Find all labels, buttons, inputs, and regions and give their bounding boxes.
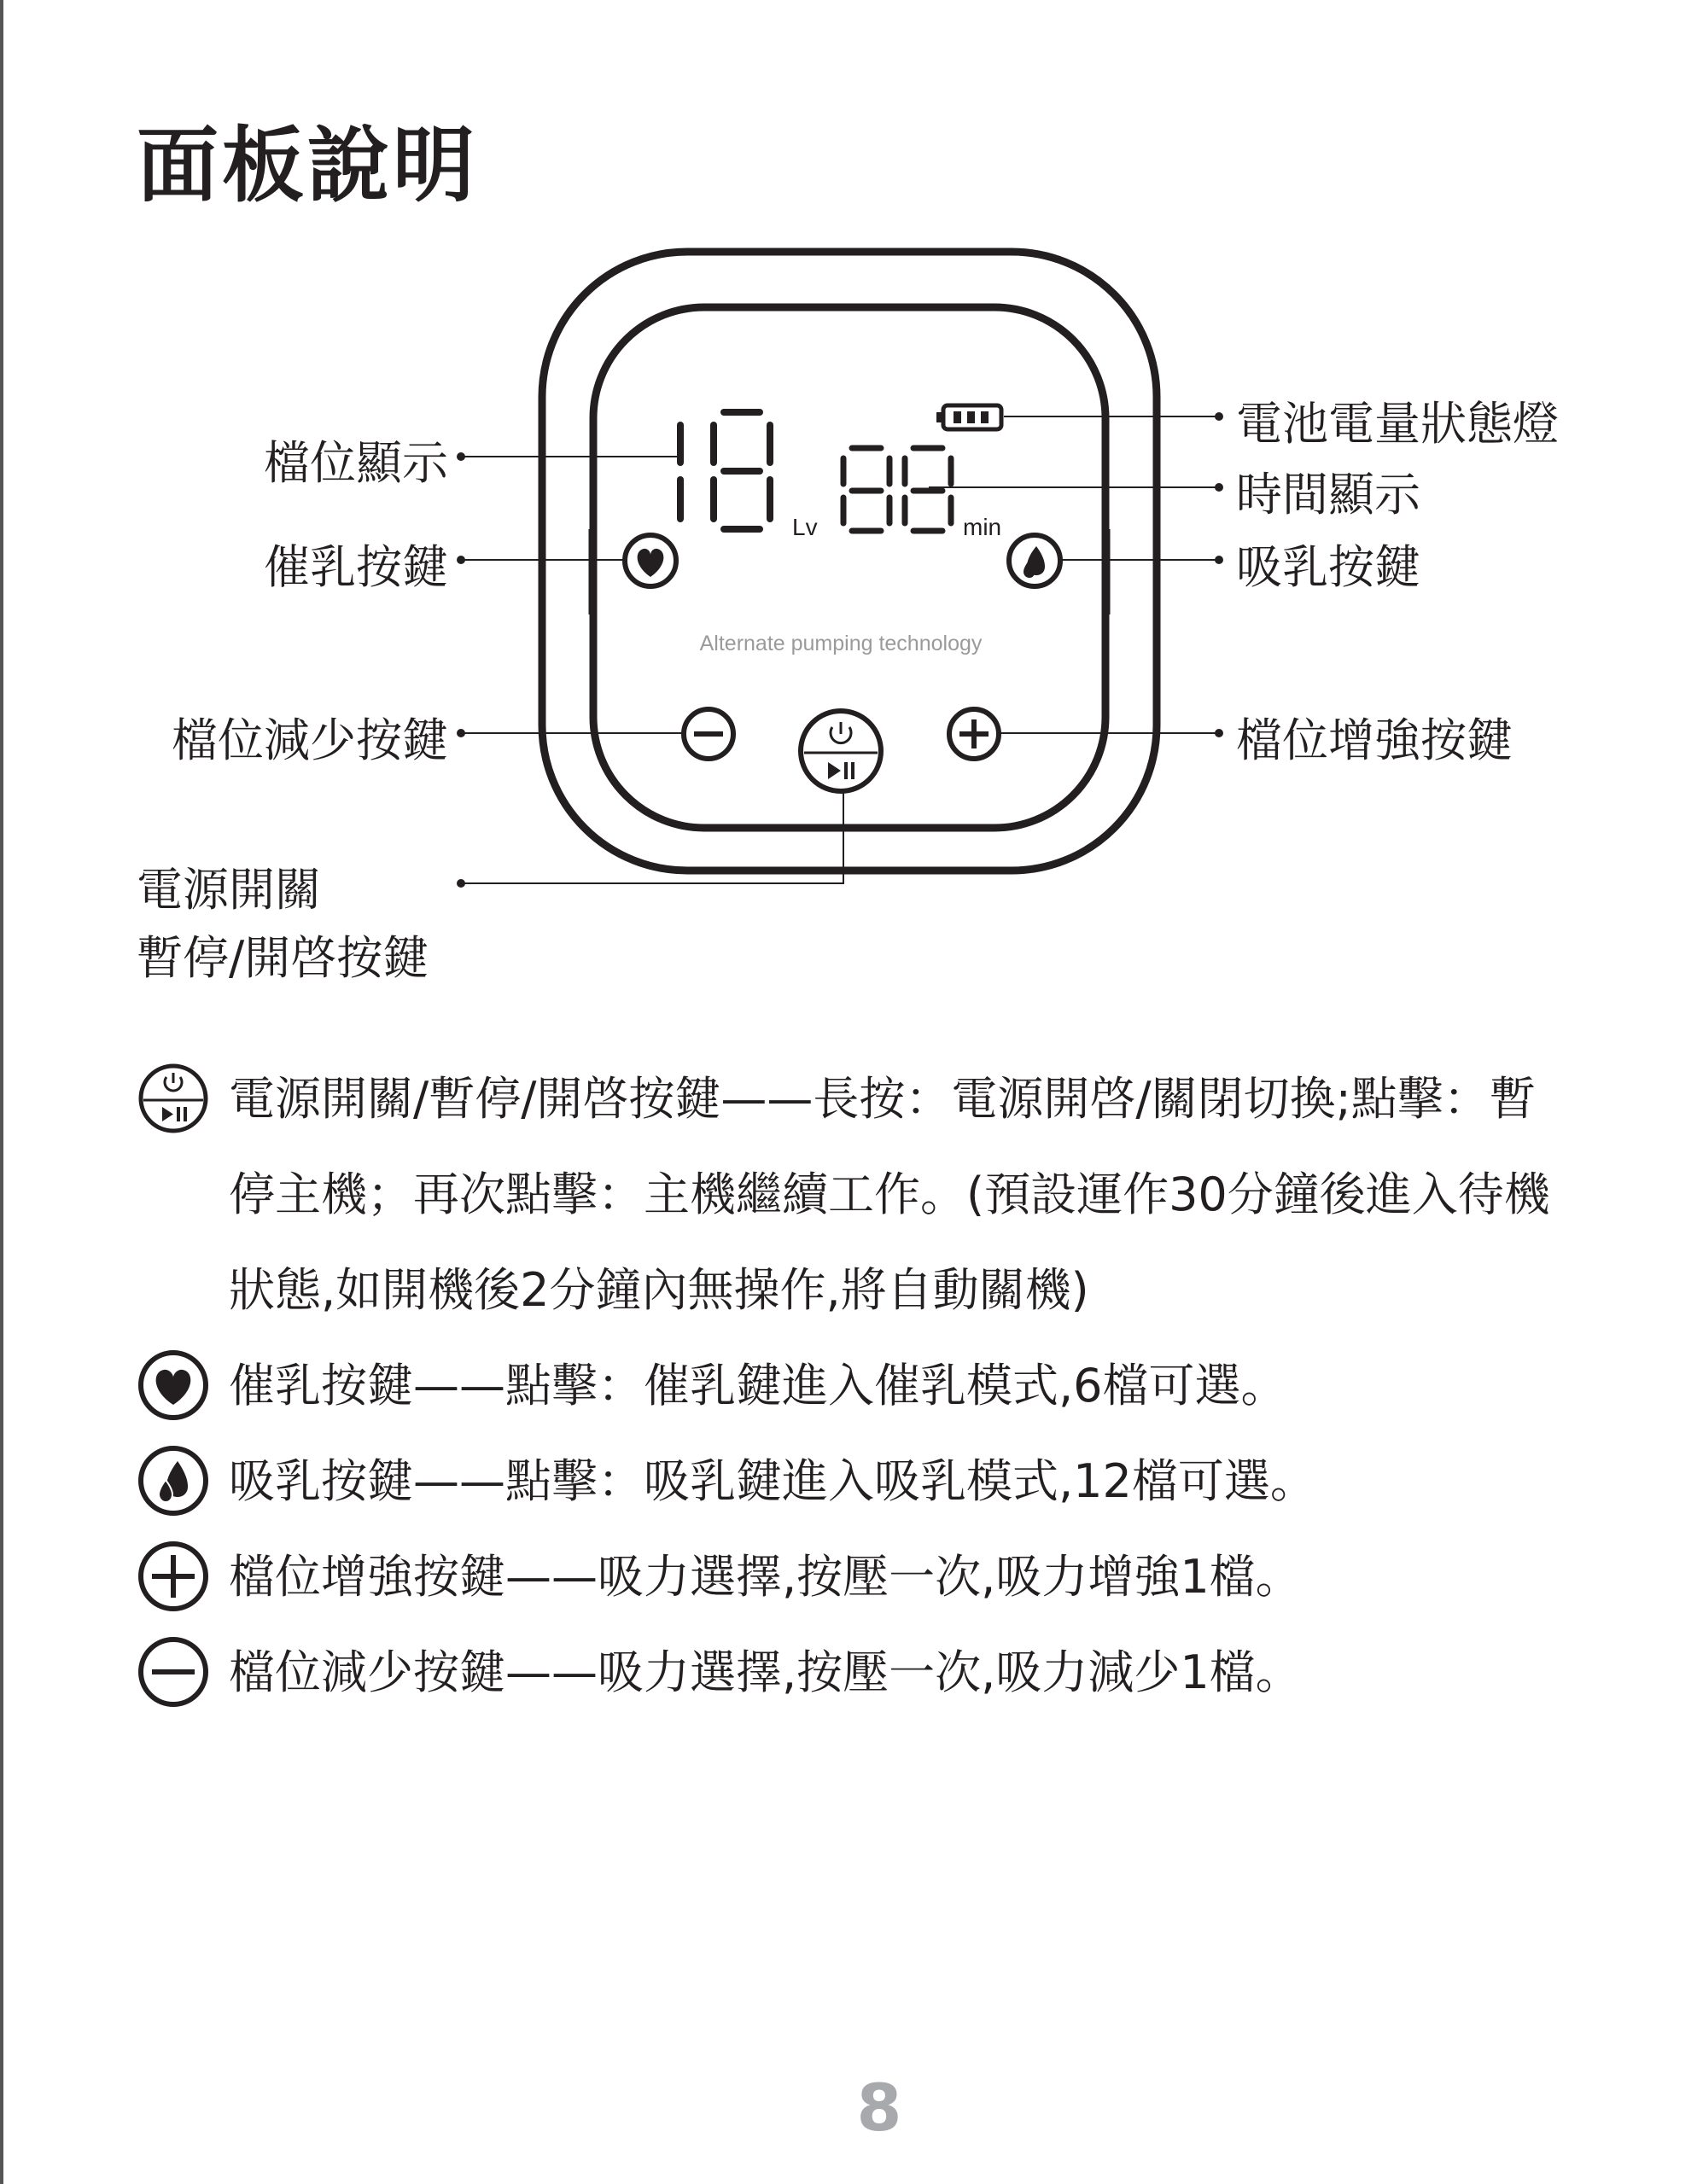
- plus-button: [949, 709, 999, 759]
- desc-suction-text: 吸乳按鍵——點擊：吸乳鍵進入吸乳模式,12檔可選。: [229, 1454, 1316, 1508]
- heart-button: [625, 535, 676, 586]
- power-pause-icon: [137, 1062, 210, 1135]
- callout-power-line2: 暫停/開啓按鍵: [137, 931, 429, 985]
- power-pause-button: [801, 711, 881, 791]
- panel-outer-frame: [542, 252, 1157, 871]
- callout-level-display: 檔位顯示: [264, 436, 448, 490]
- desc-power-text: [229, 1051, 1616, 1338]
- callout-suction-button: 吸乳按鍵: [1236, 540, 1420, 594]
- callout-battery-indicator: 電池電量狀態燈: [1236, 397, 1559, 451]
- callout-level-up-button: 檔位增強按鍵: [1236, 713, 1513, 767]
- level-unit: Lv: [792, 514, 818, 540]
- desc-power-line2: 停主機；再次點擊：主機繼續工作。(預設運作30分鐘後進入待機: [229, 1168, 1550, 1221]
- panel-tagline: Alternate pumping technology: [699, 632, 983, 655]
- time-digits-label: [841, 444, 956, 533]
- minus-icon: [137, 1635, 210, 1709]
- level-digits-label: [679, 408, 777, 532]
- minus-button: [684, 709, 733, 759]
- callout-power-line1: 電源開關: [137, 863, 321, 917]
- heart-icon: [137, 1348, 210, 1422]
- desc-massage-text: 催乳按鍵——點擊：催乳鍵進入催乳模式,6檔可選。: [229, 1359, 1287, 1412]
- desc-power-line1: 電源開關/暫停/開啓按鍵——長按：電源開啓/關閉切換;點擊：暫: [229, 1072, 1536, 1126]
- drops-button: [1009, 535, 1060, 586]
- desc-power-line3: 狀態,如開機後2分鐘內無操作,將自動關機): [229, 1263, 1089, 1317]
- callout-level-down-button: 檔位減少按鍵: [172, 713, 448, 767]
- desc-level-down-text: 檔位減少按鍵——吸力選擇,按壓一次,吸力減少1檔。: [229, 1645, 1302, 1699]
- page-number: 8: [856, 2070, 902, 2146]
- desc-level-up-text: 檔位增強按鍵——吸力選擇,按壓一次,吸力增強1檔。: [229, 1550, 1302, 1604]
- callout-time-display: 時間顯示: [1236, 468, 1420, 521]
- callout-massage-button: 催乳按鍵: [264, 540, 448, 594]
- time-unit: min: [963, 514, 1002, 540]
- drops-icon: [137, 1444, 210, 1517]
- plus-icon: [137, 1540, 210, 1613]
- battery-icon: [936, 405, 1001, 429]
- page-title: 面板說明: [137, 118, 478, 213]
